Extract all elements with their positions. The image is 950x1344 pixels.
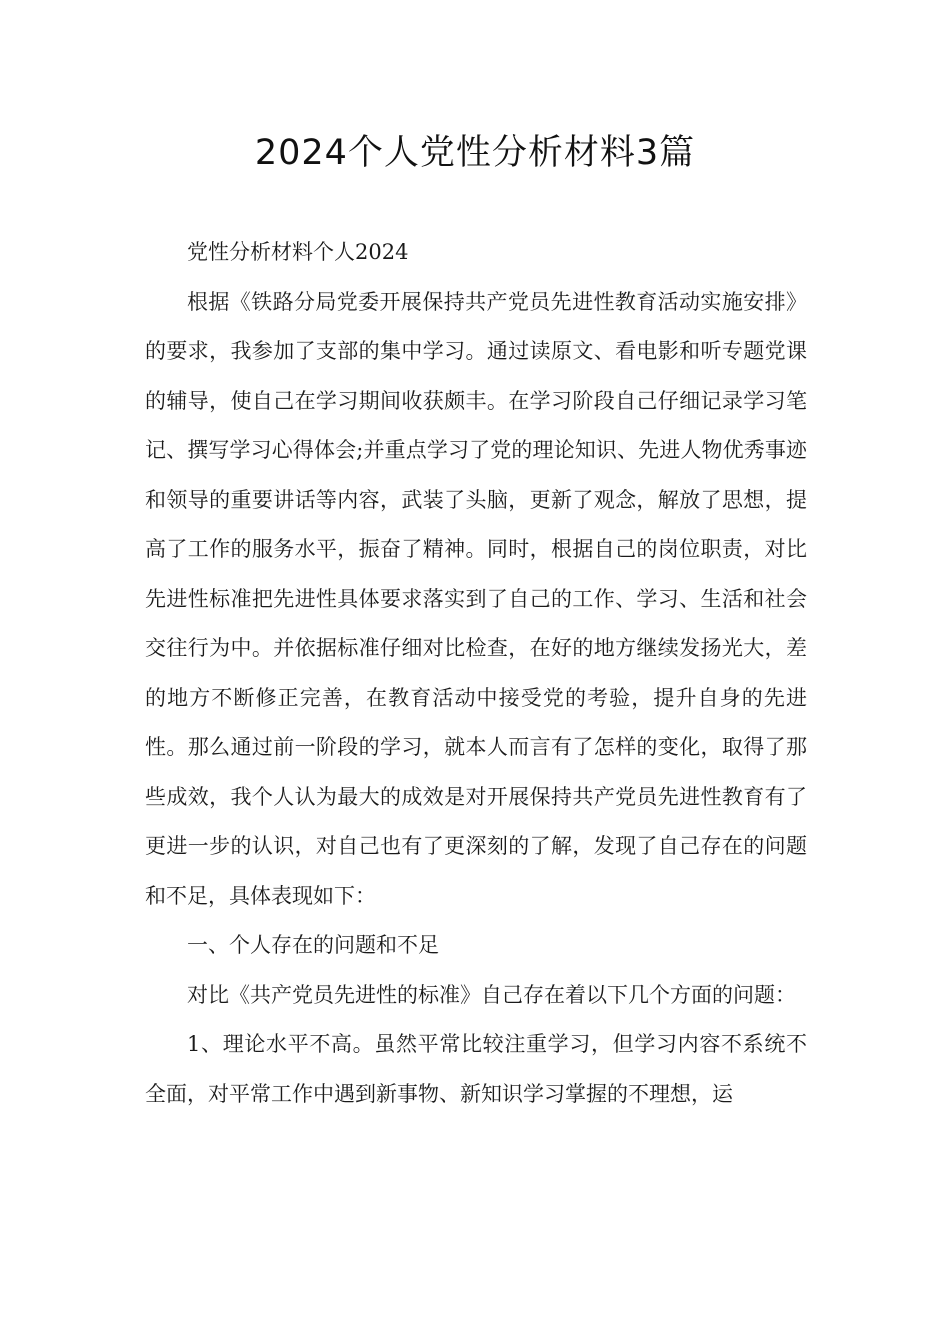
subtitle-paragraph: 党性分析材料个人2024: [187, 240, 409, 264]
section-heading: 一、个人存在的问题和不足: [187, 933, 439, 957]
document-body: [145, 228, 807, 1119]
document-title: 2024个人党性分析材料3篇: [254, 133, 696, 173]
body-paragraph: 1、理论水平不高。虽然平常比较注重学习，但学习内容不系统不全面，对平常工作中遇到新事物、新知识学习掌握的不理想，运: [145, 1032, 807, 1106]
body-paragraph: 对比《共产党员先进性的标准》自己存在着以下几个方面的问题：: [187, 982, 796, 1007]
body-paragraph: 根据《铁路分局党委开展保持共产党员先进性教育活动实施安排》的要求，我参加了支部的集中学习。通过读原文、看电影和听专题党课的辅导，使自己在学习期间收获颇丰。在学习阶段自己仔细记录学习笔记、撰写学习心得体会;并重点学习了党的理论知识、先进人物优秀事迹和领导的重要讲话等内容，武装了头脑，更新了观念，解放了思想，提高了工作的服务水平，振奋了精神。同时，根据自己的岗位职责，对比先进性标准把先进性具体要求落实到了自己的工作、学习、生活和社会交往行为中。并依据标准仔细对比检查，在好的地方继续发扬光大，差的地方不断修正完善，在教育活动中接受党的考验，提升自身的先进性。那么通过前一阶段的学习，就本人而言有了怎样的变化，取得了那些成效，我个人认为最大的成效是对开展保持共产党员先进性教育有了更进一步的认识，对自己也有了更深刻的了解，发现了自己存在的问题和不足，具体表现如下：: [145, 289, 807, 908]
